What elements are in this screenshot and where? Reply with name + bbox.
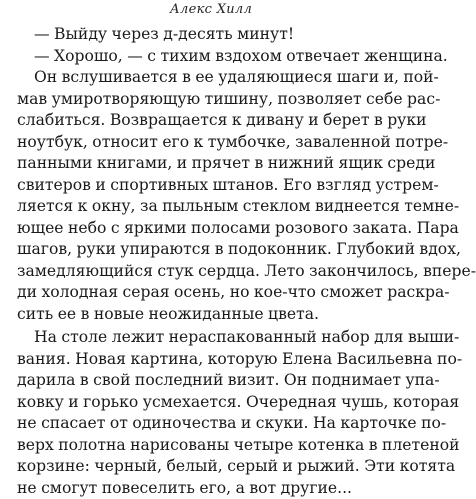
text-line: — Хорошо, — с тихим вздохом отвечает женщина. <box>17 46 405 68</box>
text-line: не спасает от одиночества и скуки. На карточке по- <box>17 413 405 435</box>
text-line: не смогут повеселить его, а вот другие... <box>17 478 405 499</box>
text-line: сить ее в новые неожиданные цвета. <box>17 304 405 326</box>
text-line: ющее небо с яркими полосами розового заката. Пара <box>17 218 405 240</box>
paragraph <box>17 46 405 68</box>
text-line: дарила в свой последний визит. Он поднимает упа- <box>17 370 405 392</box>
text-line: панными книгами, и прячет в нижний ящик среди <box>17 153 405 175</box>
paragraph <box>17 327 405 499</box>
text-line: замедляющийся стук сердца. Лето закончилось, впере- <box>17 261 405 283</box>
text-line: мав умиротворяющую тишину, позволяет себе рас- <box>17 89 405 111</box>
text-line: шагов, руки упираются в подоконник. Глубокий вдох, <box>17 239 405 261</box>
text-line: Он вслушивается в ее удаляющиеся шаги и, пой- <box>17 67 405 89</box>
text-line: ляется к окну, за пыльным стеклом виднеется темне- <box>17 196 405 218</box>
text-line: ди холодная серая осень, но кое-что сможет раскра- <box>17 282 405 304</box>
paragraph <box>17 24 405 46</box>
running-header-author: Алекс Хилл <box>17 2 405 20</box>
text-line: вания. Новая картина, которую Елена Васильевна по- <box>17 349 405 371</box>
text-line: На столе лежит нераспакованный набор для выши- <box>17 327 405 349</box>
text-line: ноутбук, относит его к тумбочке, заваленной потре- <box>17 132 405 154</box>
text-line: корзине: черный, белый, серый и рыжий. Эти котята <box>17 456 405 478</box>
text-line: верх полотна нарисованы четыре котенка в плетеной <box>17 435 405 457</box>
text-line: — Выйду через д-десять минут! <box>17 24 405 46</box>
text-line: свитеров и спортивных штанов. Его взгляд устрем- <box>17 175 405 197</box>
paragraph <box>17 67 405 325</box>
text-line: слабиться. Возвращается к дивану и берет в руки <box>17 110 405 132</box>
text-line: ковку и горько усмехается. Очередная чушь, которая <box>17 392 405 414</box>
body-text <box>17 24 405 499</box>
